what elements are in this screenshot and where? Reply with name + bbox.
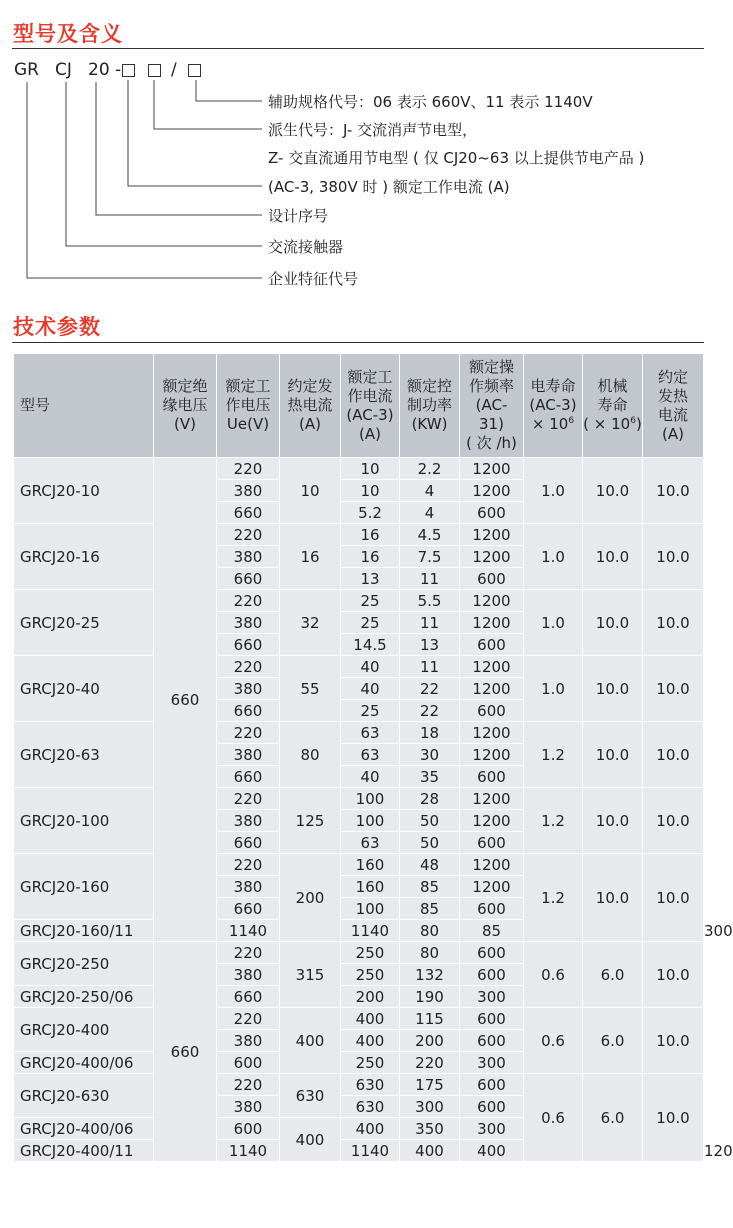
code-part-series: 20 - xyxy=(88,60,122,80)
elec-life-cell: 0.6 xyxy=(524,942,583,1008)
mech-life-cell: 6.0 xyxy=(583,1008,643,1074)
cell: 400 xyxy=(341,1118,400,1140)
cell: 1200 xyxy=(460,458,524,480)
cell: 10 xyxy=(341,458,400,480)
desc-aux-code: 辅助规格代号：06 表示 660V、11 表示 1140V xyxy=(268,93,593,111)
header-electrical-life: 电寿命 (AC-3) × $10^6$ xyxy=(524,354,583,458)
cell: 600 xyxy=(460,766,524,788)
section-title-model-meaning: 型号及含义 xyxy=(13,22,123,46)
cell: 630 xyxy=(341,1096,400,1118)
cell: 660 xyxy=(217,700,280,722)
elec-life-cell: 1.2 xyxy=(524,788,583,854)
model-cell: GRCJ20-160/11 xyxy=(14,920,154,942)
cell: 400 xyxy=(341,1030,400,1052)
cell: 300 xyxy=(400,1096,460,1118)
cell: 25 xyxy=(341,590,400,612)
cell: 380 xyxy=(217,810,280,832)
cell: 600 xyxy=(460,898,524,920)
cell: 4.5 xyxy=(400,524,460,546)
section-divider xyxy=(12,342,704,343)
cell: 30 xyxy=(400,744,460,766)
thermal-current-cell: 400 xyxy=(280,1008,341,1074)
mech-life-cell: 10.0 xyxy=(583,854,643,942)
cell: 5.2 xyxy=(341,502,400,524)
cell: 115 xyxy=(400,1008,460,1030)
cell: 80 xyxy=(400,942,460,964)
thermal-current-cell: 16 xyxy=(280,524,341,590)
cell: 660 xyxy=(217,568,280,590)
model-cell: GRCJ20-100 xyxy=(14,788,154,854)
cell: 220 xyxy=(400,1052,460,1074)
cell: 300 xyxy=(460,1118,524,1140)
cell: 220 xyxy=(217,854,280,876)
cell: 220 xyxy=(217,1008,280,1030)
header-insulation-voltage: 额定绝 缘电压 (V) xyxy=(154,354,217,458)
table-row xyxy=(14,1074,704,1096)
cell: 600 xyxy=(460,1008,524,1030)
thermal-current-cell: 630 xyxy=(280,1074,341,1118)
cell: 1200 xyxy=(460,788,524,810)
cell: 220 xyxy=(217,590,280,612)
cell: 10 xyxy=(341,480,400,502)
cell: 132 xyxy=(400,964,460,986)
cell: 63 xyxy=(341,722,400,744)
cell: 100 xyxy=(341,898,400,920)
elec-life-cell: 1.0 xyxy=(524,524,583,590)
thermal-current-cell: 32 xyxy=(280,590,341,656)
table-row xyxy=(14,942,704,964)
thermal-current-cell: 125 xyxy=(280,788,341,854)
cell: 80 xyxy=(400,920,460,942)
elec-life-cell: 1.2 xyxy=(524,722,583,788)
cell: 380 xyxy=(217,546,280,568)
thermal-current-cell: 200 xyxy=(280,854,341,942)
elec-life-cell: 0.6 xyxy=(524,1074,583,1162)
cell: 85 xyxy=(460,920,524,942)
model-cell: GRCJ20-63 xyxy=(14,722,154,788)
table-row xyxy=(14,854,704,876)
cell: 380 xyxy=(217,678,280,700)
cell: 300 xyxy=(460,986,524,1008)
elec-life-cell: 1.2 xyxy=(524,854,583,942)
cell: 600 xyxy=(460,1030,524,1052)
cell: 48 xyxy=(400,854,460,876)
table-row xyxy=(14,1008,704,1030)
header-model: 型号 xyxy=(14,354,154,458)
model-cell: GRCJ20-400 xyxy=(14,1008,154,1052)
insulation-voltage-cell: 660 xyxy=(154,942,217,1162)
cell: 18 xyxy=(400,722,460,744)
elec-life-cell: 0.6 xyxy=(524,1008,583,1074)
cell: 600 xyxy=(460,700,524,722)
table-row xyxy=(14,722,704,744)
cell: 250 xyxy=(341,1052,400,1074)
cell: 660 xyxy=(217,766,280,788)
conv-current-cell: 10.0 xyxy=(643,788,704,854)
mech-life-cell: 10.0 xyxy=(583,656,643,722)
cell: 40 xyxy=(341,678,400,700)
cell: 220 xyxy=(217,656,280,678)
table-row: GRCJ20-400/11 1140 1140 400 400 120 xyxy=(14,1140,704,1162)
cell: 40 xyxy=(341,766,400,788)
model-cell: GRCJ20-10 xyxy=(14,458,154,524)
cell: 1200 xyxy=(460,744,524,766)
cell: 2.2 xyxy=(400,458,460,480)
code-part-enterprise: GR xyxy=(14,60,39,80)
conv-current-cell: 10.0 xyxy=(643,524,704,590)
cell: 600 xyxy=(460,1074,524,1096)
cell: 25 xyxy=(341,612,400,634)
insulation-voltage-cell: 1140 xyxy=(217,1140,280,1162)
mech-life-cell: 10.0 xyxy=(583,458,643,524)
mech-life-cell: 6.0 xyxy=(583,942,643,1008)
cell: 13 xyxy=(400,634,460,656)
cell: 400 xyxy=(400,1140,460,1162)
insulation-voltage-cell: 1140 xyxy=(217,920,280,942)
cell: 400 xyxy=(460,1140,524,1162)
conv-current-cell: 10.0 xyxy=(643,656,704,722)
cell: 28 xyxy=(400,788,460,810)
header-thermal-current: 约定发 热电流 (A) xyxy=(280,354,341,458)
cell: 22 xyxy=(400,678,460,700)
cell: 5.5 xyxy=(400,590,460,612)
cell: 600 xyxy=(217,1118,280,1140)
desc-design-number: 设计序号 xyxy=(268,207,329,225)
cell: 16 xyxy=(341,546,400,568)
cell: 1200 xyxy=(460,854,524,876)
thermal-current-cell: 400 xyxy=(280,1118,341,1162)
cell: 11 xyxy=(400,656,460,678)
cell: 11 xyxy=(400,612,460,634)
model-cell: GRCJ20-40 xyxy=(14,656,154,722)
mech-life-cell: 10.0 xyxy=(583,788,643,854)
cell: 1200 xyxy=(460,590,524,612)
elec-life-cell: 1.0 xyxy=(524,656,583,722)
elec-life-cell: 1.0 xyxy=(524,590,583,656)
cell: 7.5 xyxy=(400,546,460,568)
cell: 160 xyxy=(341,854,400,876)
table-row: GRCJ20-160/11 1140 1140 80 85 300 xyxy=(14,920,704,942)
cell: 600 xyxy=(460,832,524,854)
header-operation-frequency: 额定操 作频率 (AC- 31) ( 次 /h) xyxy=(460,354,524,458)
conv-current-cell: 10.0 xyxy=(643,590,704,656)
cell: 11 xyxy=(400,568,460,590)
cell: 630 xyxy=(341,1074,400,1096)
desc-rated-current: (AC-3, 380V 时 ) 额定工作电流 (A) xyxy=(268,178,510,196)
mech-life-cell: 10.0 xyxy=(583,524,643,590)
cell: 380 xyxy=(217,876,280,898)
model-cell: GRCJ20-630 xyxy=(14,1074,154,1118)
cell: 600 xyxy=(460,942,524,964)
code-part-type: CJ xyxy=(55,60,72,80)
table-row xyxy=(14,524,704,546)
cell: 600 xyxy=(460,1096,524,1118)
cell: 1140 xyxy=(341,1140,400,1162)
desc-derived-code: 派生代号：J- 交流消声节电型， xyxy=(268,121,478,139)
cell: 40 xyxy=(341,656,400,678)
cell: 175 xyxy=(400,1074,460,1096)
cell: 250 xyxy=(341,942,400,964)
header-conventional-current: 约定 发热 电流 (A) xyxy=(643,354,704,458)
model-cell: GRCJ20-16 xyxy=(14,524,154,590)
cell: 220 xyxy=(217,942,280,964)
thermal-current-cell: 55 xyxy=(280,656,341,722)
cell: 63 xyxy=(341,832,400,854)
insulation-voltage-cell: 660 xyxy=(154,458,217,942)
cell: 1200 xyxy=(460,612,524,634)
table-row xyxy=(14,788,704,810)
cell: 350 xyxy=(400,1118,460,1140)
cell: 160 xyxy=(341,876,400,898)
cell: 220 xyxy=(217,722,280,744)
cell: 22 xyxy=(400,700,460,722)
conv-current-cell: 10.0 xyxy=(643,942,704,1008)
cell: 600 xyxy=(460,568,524,590)
cell: 4 xyxy=(400,502,460,524)
conv-current-cell: 10.0 xyxy=(643,722,704,788)
cell: 400 xyxy=(341,1008,400,1030)
cell: 660 xyxy=(217,898,280,920)
table-row xyxy=(14,656,704,678)
cell: 63 xyxy=(341,744,400,766)
cell: 220 xyxy=(217,788,280,810)
cell: 1200 xyxy=(460,480,524,502)
cell: 1200 xyxy=(460,656,524,678)
cell: 200 xyxy=(400,1030,460,1052)
desc-derived-code-z: Z- 交直流通用节电型 ( 仅 CJ20~63 以上提供节电产品 ) xyxy=(268,149,645,167)
thermal-current-cell: 315 xyxy=(280,942,341,1008)
cell: 100 xyxy=(341,788,400,810)
cell: 660 xyxy=(217,502,280,524)
cell: 100 xyxy=(341,810,400,832)
mech-life-cell: 10.0 xyxy=(583,722,643,788)
cell: 300 xyxy=(460,1052,524,1074)
table-row xyxy=(14,458,704,480)
header-work-current: 额定工 作电流 (AC-3) (A) xyxy=(341,354,400,458)
model-cell: GRCJ20-160 xyxy=(14,854,154,920)
header-work-voltage: 额定工 作电压 Ue(V) xyxy=(217,354,280,458)
model-cell: GRCJ20-400/06 xyxy=(14,1118,154,1140)
section-title-tech-params: 技术参数 xyxy=(13,315,101,339)
model-cell: GRCJ20-250/06 xyxy=(14,986,154,1008)
table-row xyxy=(14,590,704,612)
code-slash: / xyxy=(171,60,177,80)
cell: 4 xyxy=(400,480,460,502)
cell: 380 xyxy=(217,1096,280,1118)
cell: 1200 xyxy=(460,546,524,568)
cell: 25 xyxy=(341,700,400,722)
cell: 200 xyxy=(341,986,400,1008)
header-control-power: 额定控 制功率 (KW) xyxy=(400,354,460,458)
conv-current-cell: 10.0 xyxy=(643,1074,704,1162)
cell: 14.5 xyxy=(341,634,400,656)
cell: 1200 xyxy=(460,876,524,898)
cell: 660 xyxy=(217,832,280,854)
mech-life-cell: 10.0 xyxy=(583,590,643,656)
header-mechanical-life: 机械 寿命 ( × $10^6$) xyxy=(583,354,643,458)
cell: 600 xyxy=(217,1052,280,1074)
cell: 35 xyxy=(400,766,460,788)
cell: 1140 xyxy=(341,920,400,942)
cell: 220 xyxy=(217,1074,280,1096)
cell: 660 xyxy=(217,986,280,1008)
cell: 190 xyxy=(400,986,460,1008)
cell: 1200 xyxy=(460,524,524,546)
conv-current-cell: 10.0 xyxy=(643,854,704,942)
cell: 220 xyxy=(217,458,280,480)
cell: 380 xyxy=(217,480,280,502)
cell: 660 xyxy=(217,634,280,656)
cell: 250 xyxy=(341,964,400,986)
table-header-row xyxy=(14,354,704,458)
cell: 380 xyxy=(217,1030,280,1052)
desc-enterprise-code: 企业特征代号 xyxy=(268,270,359,288)
elec-life-cell: 1.0 xyxy=(524,458,583,524)
cell: 600 xyxy=(460,634,524,656)
cell: 50 xyxy=(400,832,460,854)
thermal-current-cell: 80 xyxy=(280,722,341,788)
cell: 380 xyxy=(217,612,280,634)
model-cell: GRCJ20-250 xyxy=(14,942,154,986)
cell: 1200 xyxy=(460,810,524,832)
cell: 16 xyxy=(341,524,400,546)
thermal-current-cell: 10 xyxy=(280,458,341,524)
cell: 600 xyxy=(460,502,524,524)
model-cell: GRCJ20-400/06 xyxy=(14,1052,154,1074)
cell: 85 xyxy=(400,876,460,898)
model-cell: GRCJ20-25 xyxy=(14,590,154,656)
cell: 50 xyxy=(400,810,460,832)
mech-life-cell: 6.0 xyxy=(583,1074,643,1162)
conv-current-cell: 10.0 xyxy=(643,458,704,524)
desc-ac-contactor: 交流接触器 xyxy=(268,238,344,256)
cell: 13 xyxy=(341,568,400,590)
tech-params-table xyxy=(13,353,733,1162)
conv-current-cell: 10.0 xyxy=(643,1008,704,1074)
cell: 380 xyxy=(217,964,280,986)
cell: 600 xyxy=(460,964,524,986)
cell: 220 xyxy=(217,524,280,546)
cell: 85 xyxy=(400,898,460,920)
cell: 380 xyxy=(217,744,280,766)
cell: 1200 xyxy=(460,722,524,744)
cell: 1200 xyxy=(460,678,524,700)
model-cell: GRCJ20-400/11 xyxy=(14,1140,154,1162)
